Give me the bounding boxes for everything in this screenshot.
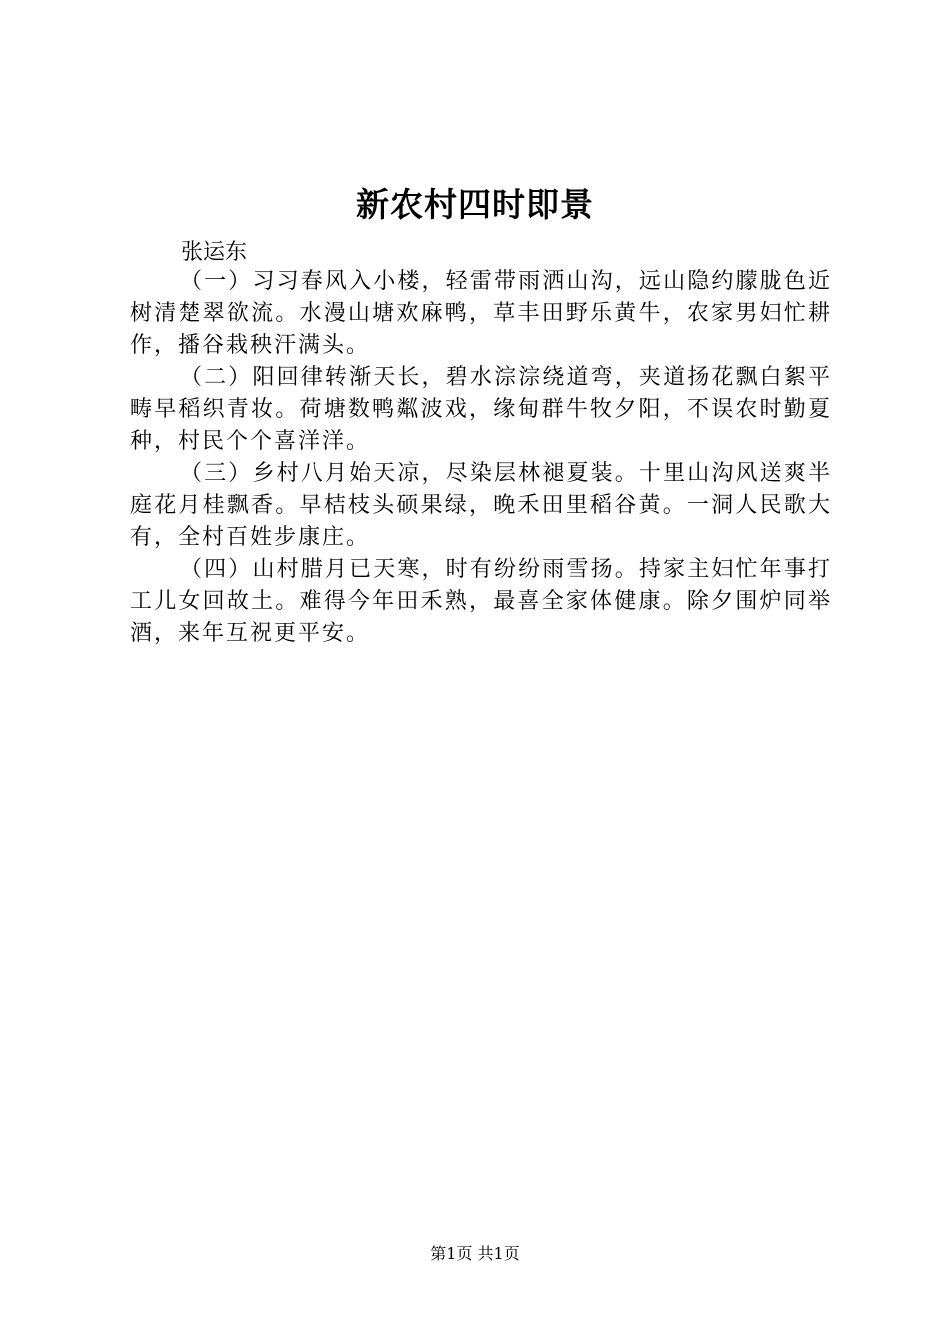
document-body: [130, 266, 832, 650]
paragraph-autumn: （三）乡村八月始天凉，尽染层林褪夏装。十里山沟风送爽半庭花月桂飘香。早桔枝头硕果绿，晚禾田里稻谷黄。一洞人民歌大有，全村百姓步康庄。: [130, 461, 832, 550]
page-footer: 第1页 共1页: [430, 1244, 520, 1263]
paragraph-winter: （四）山村腊月已天寒，时有纷纷雨雪扬。持家主妇忙年事打工儿女回故土。难得今年田禾熟，最喜全家体健康。除夕围炉同举酒，来年互祝更平安。: [130, 557, 832, 646]
paragraph-summer: （二）阳回律转渐天长，碧水淙淙绕道弯，夹道扬花飘白絮平畴早稻织青妆。荷塘数鸭粼波戏，缘甸群牛牧夕阳，不误农时勤夏种，村民个个喜洋洋。: [130, 365, 832, 454]
paragraph-spring: （一）习习春风入小楼，轻雷带雨洒山沟，远山隐约朦胧色近树清楚翠欲流。水漫山塘欢麻鸭，草丰田野乐黄牛，农家男妇忙耕作，播谷栽秧汗满头。: [130, 269, 832, 358]
author-name: 张运东: [181, 240, 248, 265]
document-title: 新农村四时即景: [356, 185, 594, 224]
